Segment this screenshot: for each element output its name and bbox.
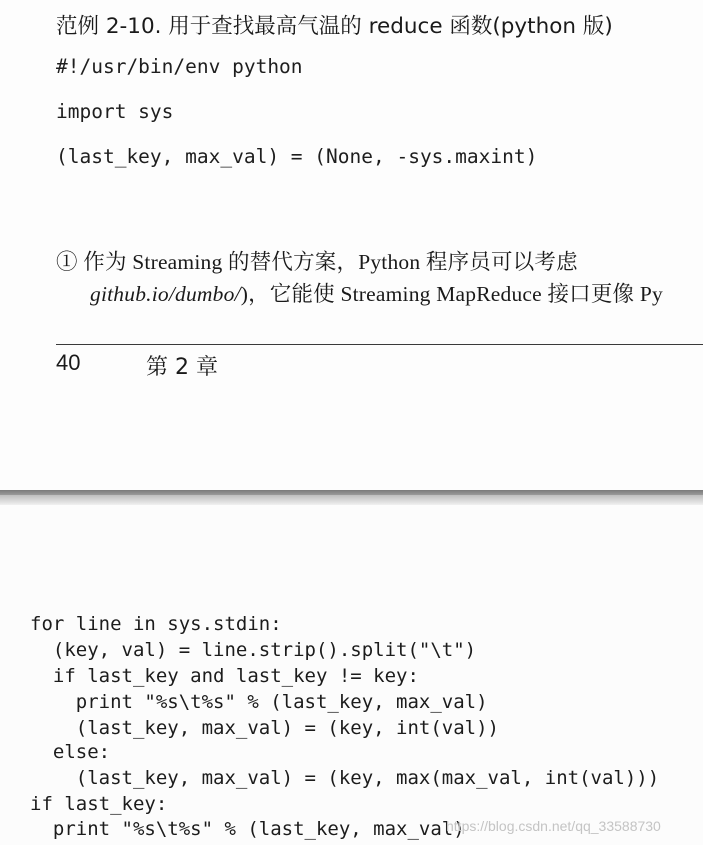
lower-book-page: [0, 505, 703, 845]
footnote-line-2-text: )，它能使 Streaming MapReduce 接口更像 Py: [240, 282, 663, 306]
code-line-import: import sys: [56, 100, 174, 123]
page-seam-highlight: [0, 495, 703, 505]
code-line-assign-1: (last_key, max_val) = (key, int(val)): [30, 717, 499, 739]
code-line-if-key: if last_key and last_key != key:: [30, 665, 419, 687]
code-line-assign-max: (last_key, max_val) = (key, max(max_val, int(val))): [30, 767, 660, 789]
watermark-text: https://blog.csdn.net/qq_33588730: [446, 818, 661, 834]
code-listing-caption: 范例 2-10. 用于查找最高气温的 reduce 函数(python 版): [56, 14, 613, 39]
chapter-label: 第 2 章: [146, 355, 218, 380]
code-line-init: (last_key, max_val) = (None, -sys.maxint): [56, 145, 538, 168]
code-line-print-1: print "%s\t%s" % (last_key, max_val): [30, 691, 488, 713]
footnote-line-2: [90, 277, 663, 308]
code-line-print-2: print "%s\t%s" % (last_key, max_val): [30, 818, 465, 840]
footnote-line-1: ① 作为 Streaming 的替代方案，Python 程序员可以考虑: [56, 250, 578, 274]
page-number: 40: [56, 350, 81, 375]
code-line-split: (key, val) = line.strip().split("\t"): [30, 639, 477, 661]
code-line-shebang: #!/usr/bin/env python: [56, 55, 303, 78]
code-line-else: else:: [30, 741, 111, 763]
code-line-for: for line in sys.stdin:: [30, 613, 282, 635]
footnote-url: github.io/dumbo/: [90, 282, 241, 306]
code-line-if-last: if last_key:: [30, 793, 168, 815]
footer-rule: [56, 344, 703, 345]
